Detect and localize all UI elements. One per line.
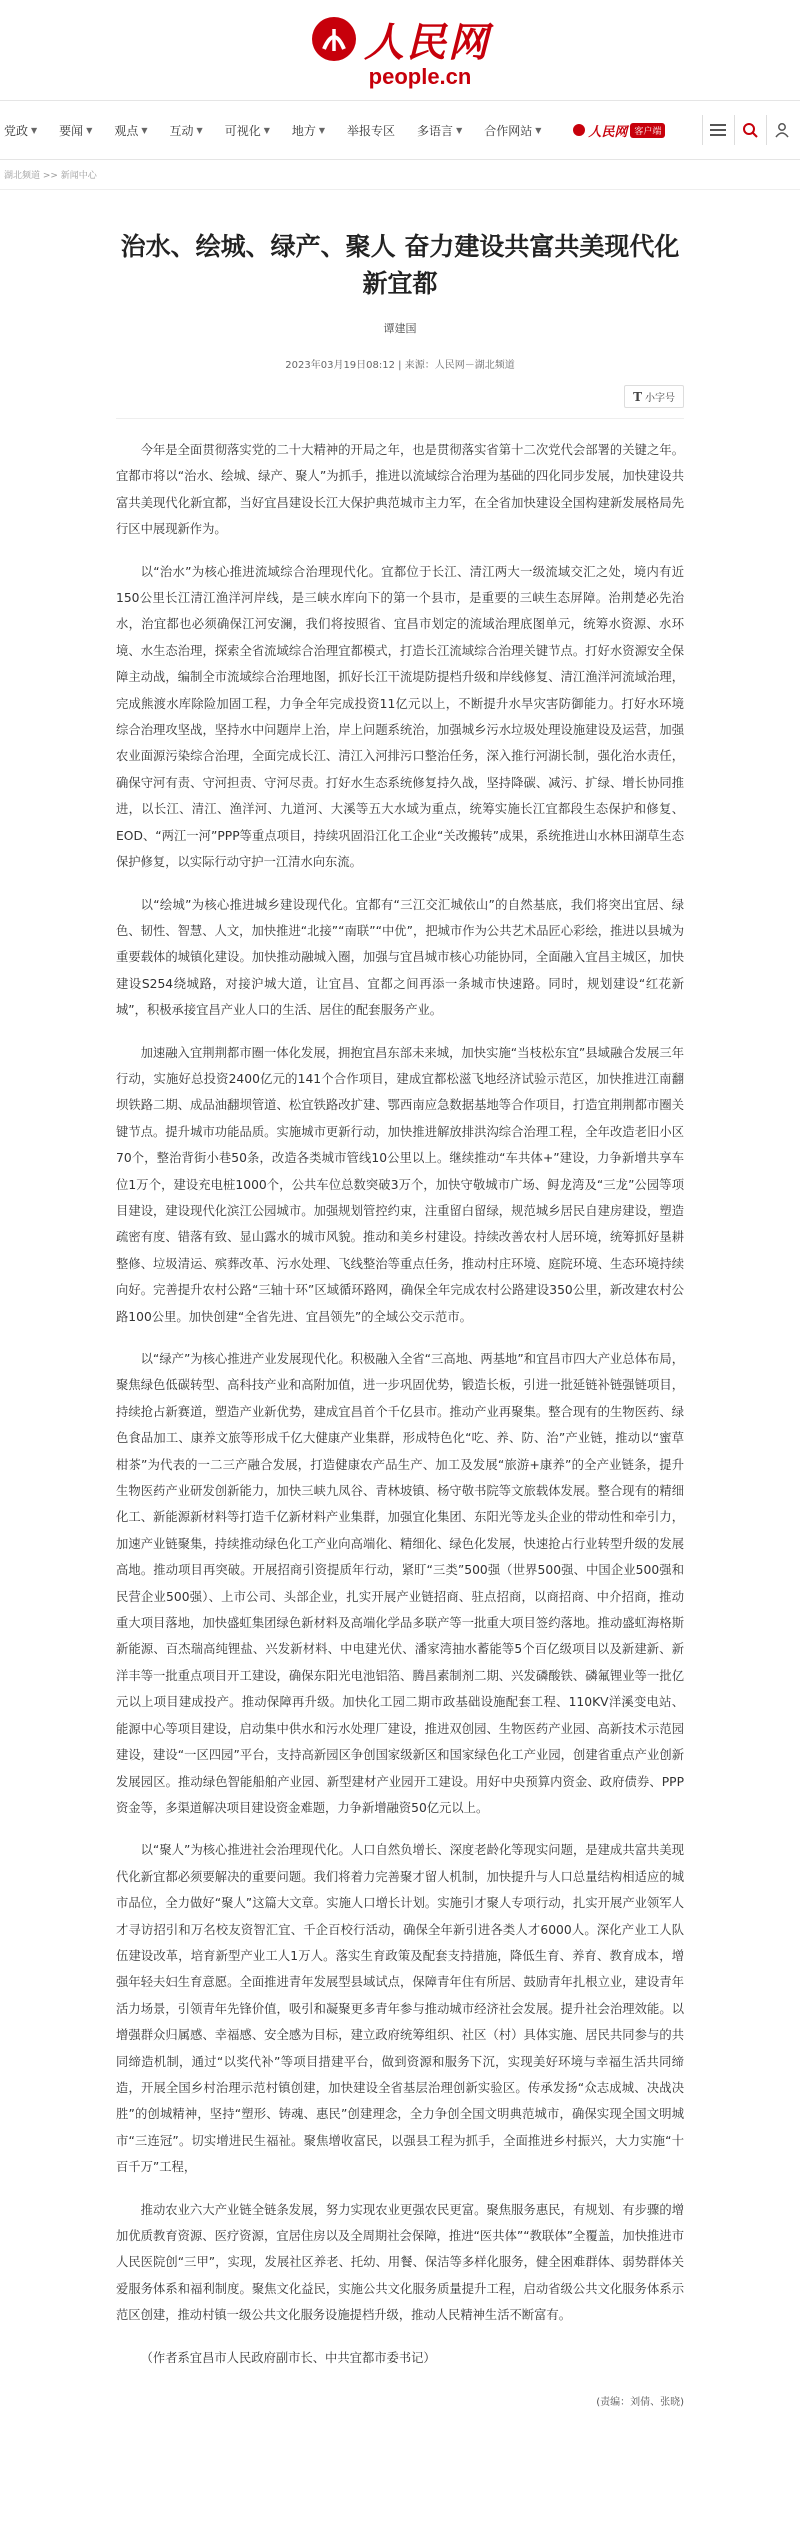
user-icon [774, 122, 790, 138]
logo-text: 人民网 [364, 18, 490, 66]
nav-item-label: 互动 [169, 123, 194, 138]
article-body [116, 437, 684, 2329]
app-brand-text: 人民网 [588, 124, 628, 140]
nav-item-label: 要闻 [59, 123, 84, 138]
main-nav [0, 100, 800, 160]
search-button[interactable] [734, 115, 764, 145]
nav-item[interactable] [114, 122, 147, 139]
nav-item-label: 举报专区 [347, 123, 396, 138]
nav-item[interactable] [347, 122, 395, 139]
nav-item-label: 多语言 [417, 123, 454, 138]
nav-item[interactable] [225, 122, 270, 139]
logo-domain: people.cn [368, 63, 472, 89]
nav-item-label: 地方 [291, 123, 316, 138]
article-paragraph: 以“治水”为核心推进流域综合治理现代化。宜都位于长江、清江两大一级流域交汇之处，境内有近150公里长江清江渔洋河岸线，是三峡水库向下的第一个县市，是重要的三峡生态屏障。治荆楚必先治水，治宜都也必须确保江河安澜，我们将按照省、宜昌市划定的流域治理底图单元，统筹水资源、水环境、水生态治理，探索全省流域综合治理宜都模式，打造长江流域综合治理关键节点。打好水资源安全保障主动战，编制全市流域综合治理地图，抓好长江干流堤防提档升级和岸线修复、清江渔洋河流域治理，完成熊渡水库除险加固工程，力争全年完成投资11亿元以上，不断提升水旱灾害防御能力。打好水环境综合治理攻坚战，坚持水中问题岸上治，岸上问题系统治，加强城乡污水垃圾处理设施建设及运营，加强农业面源污染综合治理，全面完成长江、清江入河排污口整治任务，深入推行河湖长制，强化治水责任，确保守河有责、守河担责、守河尽责。打好水生态系统修复持久战，坚持降碳、减污、扩绿、增长协同推进，以长江、清江、渔洋河、九道河、大溪等五大水域为重点，统筹实施长江宜都段生态保护和修复、EOD、“两江一河”PPP等重点项目，持续巩固沿江化工企业“关改搬转”成果，系统推进山水林田湖草生态保护修复，以实际行动守护一江清水向东流。 [116, 564, 684, 870]
article-paragraph: 以“聚人”为核心推进社会治理现代化。人口自然负增长、深度老龄化等现实问题，是建成共富共美现代化新宜都必须要解决的重要问题。我们将着力完善聚才留人机制，加快提升与人口总量结构相适应的城市品位，全力做好“聚人”这篇大文章。实施人口增长计划。实施引才聚人专项行动，扎实开展产业领军人才寻访招引和万名校友资智汇宜、千企百校行活动，确保全年新引进各类人才6000人。深化产业工人队伍建设改革，培育新型产业工人1万人。落实生育政策及配套支持措施，降低生育、养育、教育成本，增强年轻夫妇生育意愿。全面推进青年发展型县域试点，保障青年住有所居、鼓励青年扎根立业，建设青年活力场景，引领青年先锋价值，吸引和凝聚更多青年参与推动城市经济社会发展。提升社会治理效能。以增强群众归属感、幸福感、安全感为目标，建立政府统筹组织、社区（村）具体实施、居民共同参与的共同缔造机制，通过“以奖代补”等项目措建平台，做到资源和服务下沉，实现美好环境与幸福生活共同缔造，开展全国乡村治理示范村镇创建，加快建设全省基层治理创新实验区。传承发扬“众志成城、决战决胜”的创城精神，坚持“塑形、铸魂、惠民”创建理念，全力争创全国文明典范城市，确保实现全国文明城市“三连冠”。切实增进民生福祉。聚焦增收富民，以强县工程为抓手，全面推进乡村振兴，大力实施“十百千万”工程， [116, 1843, 684, 2175]
nav-item[interactable] [484, 122, 541, 139]
article-paragraph: 今年是全面贯彻落实党的二十大精神的开局之年，也是贯彻落实省第十二次党代会部署的关键之年。宜都市将以“治水、绘城、绿产、聚人”为抓手，推进以流域综合治理为基础的四化同步发展，加快建设共富共美现代化新宜都，当好宜昌建设长江大保护典范城市主力军，在全省加快建设全国构建新发展格局先行区中展现新作为。 [116, 443, 684, 537]
nav-item[interactable] [4, 122, 37, 139]
article-paragraph: 推动农业六大产业链全链条发展，努力实现农业更强农民更富。聚焦服务惠民，有规划、有步骤的增加优质教育资源、医疗资源，宜居住房以及全周期社会保障，推进“医共体”“教联体”全覆盖，加快推进市人民医院创“三甲”，实现，发展社区养老、托幼、用餐、保洁等多样化服务，健全困难群体、弱势群体关爱服务体系和福利制度。聚焦文化益民，实施公共文化服务质量提升工程，启动省级公共文化服务体系示范区创建，推动村镇一级公共文化服务设施提档升级，推动人民精神生活不断富有。 [116, 2202, 684, 2323]
nav-item[interactable] [292, 122, 325, 139]
editor-credit: (责编：刘倩、张晓) [596, 2396, 684, 2408]
nav-item[interactable] [59, 122, 92, 139]
app-download-link[interactable] [573, 121, 665, 140]
font-size-label: 小字号 [645, 393, 675, 404]
search-icon [742, 122, 758, 138]
font-size-toggle[interactable] [624, 385, 684, 408]
article-paragraph: 以“绿产”为核心推进产业发展现代化。积极融入全省“三高地、两基地”和宜昌市四大产业总体布局，聚焦绿色低碳转型、高科技产业和高附加值，进一步巩固优势，锻造长板，引进一批延链补链强链项目，持续抢占新赛道，塑造产业新优势，建成宜昌首个千亿县市。推动产业再聚集。整合现有的生物医药、绿色食品加工、康养文旅等形成千亿大健康产业集群，形成特色化“吃、养、防、治”产业链，推动以“蜜草柑茶”为代表的一二三产融合发展，打造健康农产品生产、加工及发展“旅游+康养”的全产业链条，提升生物医药产业研发创新能力，加快三峡九凤谷、青林坡镇、杨守敬书院等文旅载体发展。整合现有的精细化工、新能源新材料等打造千亿新材料产业集群，加强宜化集团、东阳光等龙头企业的带动性和牵引力，加速产业链聚集，持续推动绿色化工产业向高端化、精细化、绿色化发展，快速抢占行业转型升级的发展高地。推动项目再突破。开展招商引资提质年行动，紧盯“三类”500强（世界500强、中国企业500强和民营企业500强）、上市公司、头部企业，扎实开展产业链招商、驻点招商，以商招商、中介招商，推动重大项目落地，加快盛虹集团绿色新材料及高端化学品多联产等一批重大项目签约落地。推动盛虹海格斯新能源、百杰瑞高纯锂盐、兴发新材料、中电建光伏、潘家湾抽水蓄能等5个百亿级项目以及新建新、新洋丰等一批重点项目开工建设，确保东阳光电池铝箔、腾昌素制剂二期、兴发磷酸铁、磷氟锂业等一批亿元以上项目建成投产。推动保障再升级。加快化工园二期市政基础设施配套工程、110KV洋溪变电站、能源中心等项目建设，启动集中供水和污水处理厂建设，推进双创园、生物医药产业园、高新技术示范园建设，建设“一区四园”平台，支持高新园区争创国家级新区和国家绿色化工产业园，创建省重点产业创新发展园区。推动绿色智能船舶产业园、新型建材产业园开工建设。用好中央预算内资金、政府债券、PPP资金等，多渠道解决项目建设资金难题，力争新增融资50亿元以上。 [116, 1352, 684, 1815]
article-paragraph: 加速融入宜荆荆都市圈一体化发展，拥抱宜昌东部未来城，加快实施“当枝松东宜”县域融合发展三年行动，实施好总投资2400亿元的141个合作项目，建成宜都松滋飞地经济试验示范区，加快推进江南翻坝铁路二期、成品油翻坝管道、松宜铁路改扩建、鄂西南应急数据基地等合作项目，打造宜荆荆都市圈关键节点。提升城市功能品质。实施城市更新行动，加快推进解放排洪沟综合治理工程，全年改造老旧小区70个，整治背街小巷50条，改造各类城市管线10公里以上。继续推动“车共体+”建设，力争新增共享车位1万个，建设充电桩1000个，公共车位总数突破3万个，加快守敬城市广场、鲟龙湾及“三龙”公园等项目建设，建设现代化滨江公园城市。加强规划管控约束，注重留白留绿，规范城乡居民自建房建设，塑造疏密有度、错落有致、显山露水的城市风貌。推动和美乡村建设。持续改善农村人居环境，统筹抓好垦耕整修、垃圾清运、殡葬改革、污水处理、飞线整治等重点任务，推动村庄环境、庭院环境、生态环境持续向好。完善提升农村公路“三轴十环”区域循环路网，确保全年完成农村公路建设350公里，新改建农村公路100公里。加快创建“全省先进、宜昌领先”的全域公交示范市。 [116, 1045, 684, 1324]
nav-item-label: 可视化 [224, 123, 261, 138]
nav-item-label: 党政 [4, 123, 29, 138]
article-meta: 2023年03月19日08:12 | 来源：人民网－湖北频道 [285, 360, 515, 371]
article-paragraph: 以“绘城”为核心推进城乡建设现代化。宜都有“三江交汇城依山”的自然基底，我们将突出宜居、绿色、韧性、智慧、人文，加快推进“北接”“南联”“中优”，把城市作为公共艺术品匠心彩绘，推进以县城为重要载体的城镇化建设。加快推动融城入圈，加强与宜昌城市核心功能协同，全面融入宜昌主城区，加快建设S254绕城路，对接沪城大道，让宜昌、宜都之间再添一条城市快速路。同时，规划建设“红花新城”，积极承接宜昌产业人口的生活、居住的配套服务产业。 [116, 897, 684, 1018]
font-size-icon: T [633, 389, 642, 404]
divider [116, 418, 684, 419]
chevron-down-icon: ▼ [535, 125, 542, 135]
breadcrumb[interactable]: 湖北频道 >> 新闻中心 [0, 160, 800, 190]
nav-item-label: 合作网站 [484, 123, 533, 138]
menu-button[interactable] [702, 115, 732, 145]
app-badge: 客户端 [630, 123, 665, 138]
nav-item-label: 观点 [114, 123, 139, 138]
chevron-down-icon: ▼ [263, 125, 270, 135]
chevron-down-icon: ▼ [196, 125, 203, 135]
article-author: 谭建国 [383, 322, 417, 335]
chevron-down-icon: ▼ [318, 125, 326, 135]
user-button[interactable] [766, 115, 796, 145]
nav-item[interactable] [417, 122, 462, 139]
people-logo-icon [310, 15, 358, 63]
nav-items [4, 122, 563, 139]
chevron-down-icon: ▼ [86, 125, 93, 135]
app-logo-icon [573, 124, 585, 136]
nav-item[interactable] [170, 122, 203, 139]
article [0, 228, 800, 2418]
menu-icon [710, 123, 726, 137]
chevron-down-icon: ▼ [456, 125, 463, 135]
site-header [0, 0, 800, 100]
nav-icons [700, 115, 796, 145]
site-logo[interactable] [310, 11, 490, 90]
chevron-down-icon: ▼ [31, 125, 38, 135]
chevron-down-icon: ▼ [141, 125, 148, 135]
article-title: 治水、绘城、绿产、聚人 奋力建设共富共美现代化新宜都 [120, 232, 680, 298]
author-signature: （作者系宜昌市人民政府副市长、中共宜都市委书记） [140, 2350, 436, 2365]
